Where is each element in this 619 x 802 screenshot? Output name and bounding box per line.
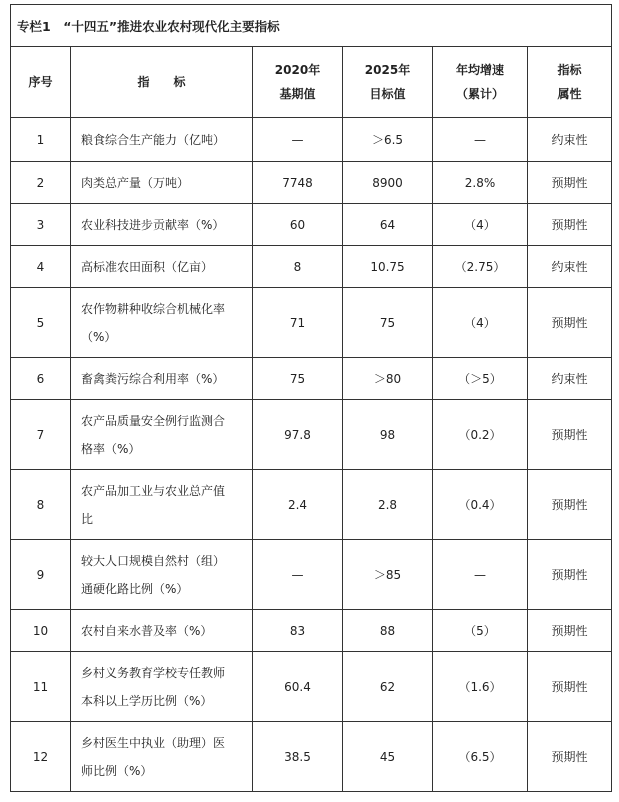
row-indicator-name xyxy=(71,358,253,400)
row-seq: 6 xyxy=(11,358,71,400)
row-seq: 4 xyxy=(11,246,71,288)
row-base-value: 71 xyxy=(253,288,343,358)
indicator-name-line1: 高标准农田面积（亿亩） xyxy=(81,259,214,274)
header-attr-line2: 属性 xyxy=(557,87,582,101)
row-base-value: 97.8 xyxy=(253,400,343,470)
row-seq: 5 xyxy=(11,288,71,358)
table-row xyxy=(11,400,612,470)
table-row xyxy=(11,288,612,358)
header-growth-note: （累计） xyxy=(455,87,504,101)
indicator-name-line1: 乡村义务教育学校专任教师 xyxy=(81,665,226,680)
row-growth-value: （5） xyxy=(433,610,528,652)
row-target-value: ＞80 xyxy=(343,358,433,400)
row-indicator-name xyxy=(71,470,253,540)
row-seq: 9 xyxy=(11,540,71,610)
row-attribute: 预期性 xyxy=(528,162,612,204)
indicator-name-line1: 农产品加工业与农业总产值 xyxy=(81,483,226,498)
row-base-value: 75 xyxy=(253,358,343,400)
table-row xyxy=(11,204,612,246)
row-growth-value: — xyxy=(433,118,528,162)
table-row xyxy=(11,246,612,288)
indicator-name-line1: 农作物耕种收综合机械化率 xyxy=(81,301,226,316)
row-base-value: — xyxy=(253,540,343,610)
indicator-name-line2: 师比例（%） xyxy=(81,763,153,778)
indicator-name-line2: 本科以上学历比例（%） xyxy=(81,693,213,708)
indicator-name-line2: 比 xyxy=(81,511,94,526)
row-growth-value: — xyxy=(433,540,528,610)
row-target-value: ＞85 xyxy=(343,540,433,610)
table-body xyxy=(11,118,612,792)
row-attribute: 预期性 xyxy=(528,470,612,540)
row-attribute: 预期性 xyxy=(528,610,612,652)
row-attribute: 预期性 xyxy=(528,722,612,792)
header-target-label: 目标值 xyxy=(369,87,406,101)
indicator-name-line1: 农村自来水普及率（%） xyxy=(81,623,213,638)
indicator-name-line1: 畜禽粪污综合利用率（%） xyxy=(81,371,225,386)
row-target-value: 98 xyxy=(343,400,433,470)
row-indicator-name xyxy=(71,288,253,358)
row-base-value: 60.4 xyxy=(253,652,343,722)
row-target-value: 45 xyxy=(343,722,433,792)
table-row xyxy=(11,470,612,540)
header-base-year: 2020年 xyxy=(274,63,321,77)
row-target-value: 8900 xyxy=(343,162,433,204)
header-seq: 序号 xyxy=(11,47,71,118)
row-base-value: 38.5 xyxy=(253,722,343,792)
row-growth-value: （2.75） xyxy=(433,246,528,288)
row-attribute: 约束性 xyxy=(528,246,612,288)
row-seq: 3 xyxy=(11,204,71,246)
indicator-name-line1: 农产品质量安全例行监测合 xyxy=(81,413,226,428)
row-attribute: 约束性 xyxy=(528,118,612,162)
table-row xyxy=(11,610,612,652)
row-seq: 11 xyxy=(11,652,71,722)
row-growth-value: （4） xyxy=(433,288,528,358)
row-indicator-name xyxy=(71,246,253,288)
header-attr xyxy=(528,47,612,118)
header-target-year: 2025年 xyxy=(364,63,411,77)
row-target-value: 75 xyxy=(343,288,433,358)
row-attribute: 预期性 xyxy=(528,288,612,358)
table-row xyxy=(11,722,612,792)
row-indicator-name xyxy=(71,118,253,162)
indicator-name-line1: 农业科技进步贡献率（%） xyxy=(81,217,225,232)
header-attr-line1: 指标 xyxy=(557,63,582,77)
indicator-name-line1: 粮食综合生产能力（亿吨） xyxy=(81,132,226,147)
row-seq: 2 xyxy=(11,162,71,204)
row-seq: 8 xyxy=(11,470,71,540)
row-attribute: 预期性 xyxy=(528,400,612,470)
header-base xyxy=(253,47,343,118)
row-indicator-name xyxy=(71,162,253,204)
header-growth xyxy=(433,47,528,118)
row-attribute: 预期性 xyxy=(528,540,612,610)
row-indicator-name xyxy=(71,204,253,246)
row-growth-value: （6.5） xyxy=(433,722,528,792)
indicator-name-line1: 肉类总产量（万吨） xyxy=(81,175,190,190)
row-growth-value: （0.4） xyxy=(433,470,528,540)
row-growth-value: 2.8% xyxy=(433,162,528,204)
row-base-value: 2.4 xyxy=(253,470,343,540)
row-seq: 12 xyxy=(11,722,71,792)
row-indicator-name xyxy=(71,540,253,610)
header-indicator: 指 标 xyxy=(71,47,253,118)
row-indicator-name xyxy=(71,722,253,792)
table-title: 专栏1 “十四五”推进农业农村现代化主要指标 xyxy=(11,5,612,47)
header-base-label: 基期值 xyxy=(279,87,316,101)
row-growth-value: （0.2） xyxy=(433,400,528,470)
indicator-name-line2: 通硬化路比例（%） xyxy=(81,581,189,596)
table-row xyxy=(11,118,612,162)
row-indicator-name xyxy=(71,652,253,722)
row-target-value: ＞6.5 xyxy=(343,118,433,162)
indicator-name-line1: 较大人口规模自然村（组） xyxy=(81,553,226,568)
row-base-value: 7748 xyxy=(253,162,343,204)
indicator-name-line1: 乡村医生中执业（助理）医 xyxy=(81,735,226,750)
row-indicator-name xyxy=(71,610,253,652)
row-target-value: 88 xyxy=(343,610,433,652)
row-seq: 7 xyxy=(11,400,71,470)
row-target-value: 62 xyxy=(343,652,433,722)
row-base-value: 60 xyxy=(253,204,343,246)
row-seq: 10 xyxy=(11,610,71,652)
row-target-value: 10.75 xyxy=(343,246,433,288)
row-attribute: 预期性 xyxy=(528,652,612,722)
indicator-name-line2: （%） xyxy=(81,329,117,344)
header-row xyxy=(11,47,612,118)
row-target-value: 2.8 xyxy=(343,470,433,540)
table-row xyxy=(11,358,612,400)
indicator-name-line2: 格率（%） xyxy=(81,441,141,456)
table-row xyxy=(11,162,612,204)
row-growth-value: （4） xyxy=(433,204,528,246)
header-target xyxy=(343,47,433,118)
row-growth-value: （＞5） xyxy=(433,358,528,400)
row-growth-value: （1.6） xyxy=(433,652,528,722)
row-base-value: 8 xyxy=(253,246,343,288)
header-growth-label: 年均增速 xyxy=(455,63,504,77)
row-indicator-name xyxy=(71,400,253,470)
row-attribute: 预期性 xyxy=(528,204,612,246)
table-row xyxy=(11,652,612,722)
row-target-value: 64 xyxy=(343,204,433,246)
indicator-table xyxy=(10,4,612,792)
row-attribute: 约束性 xyxy=(528,358,612,400)
row-base-value: 83 xyxy=(253,610,343,652)
row-base-value: — xyxy=(253,118,343,162)
row-seq: 1 xyxy=(11,118,71,162)
table-row xyxy=(11,540,612,610)
